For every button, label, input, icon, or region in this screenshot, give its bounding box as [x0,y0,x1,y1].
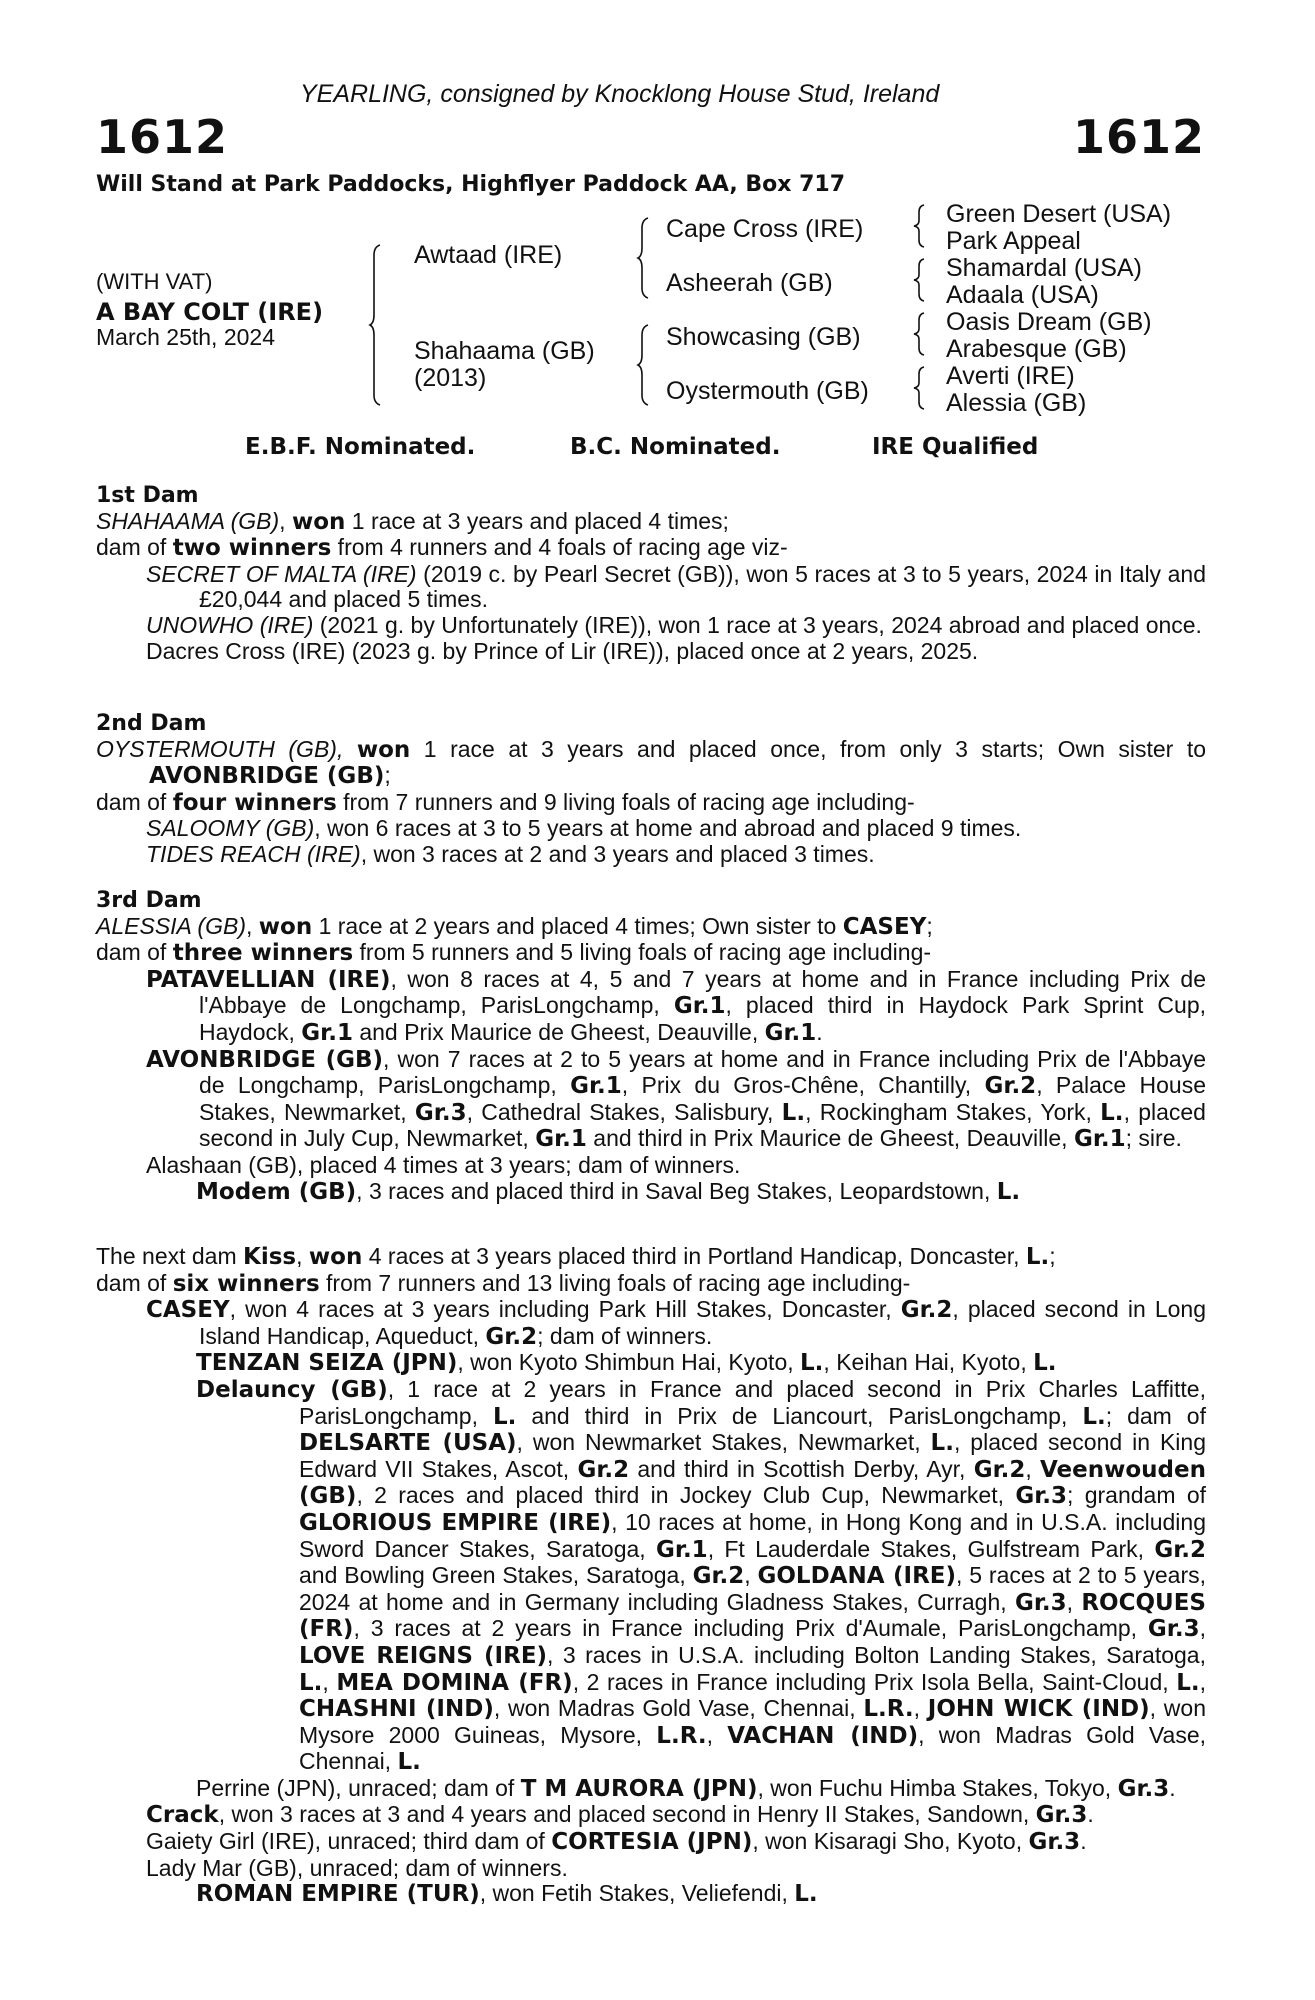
dam-dam-dam: Alessia (GB) [946,389,1087,417]
second-dam-section [96,711,1206,868]
produce-entry: Alashaan (GB), placed 4 times at 3 years; dam of winners. [146,1151,741,1178]
pedigree-bracket-3d [914,367,926,409]
sire-dam: Asheerah (GB) [666,269,833,297]
second-dam-heading: 2nd Dam [96,711,207,736]
produce-entry: TENZAN SEIZA (JPN), won Kyoto Shimbun Hai, Kyoto, L., Keihan Hai, Kyoto, L. [196,1349,1057,1377]
ebf-nominated: E.B.F. Nominated. [245,434,476,460]
pedigree-bracket-3b [914,259,926,301]
location-line: Will Stand at Park Paddocks, Highflyer Paddock AA, Box 717 [96,172,846,197]
consignment-line: YEARLING, consigned by Knocklong House Stud, Ireland [300,80,940,108]
sire-dam-dam: Adaala (USA) [946,281,1099,309]
first-dam-heading: 1st Dam [96,483,199,508]
pedigree-bracket-gen1 [370,245,382,405]
produce-entry: SECRET OF MALTA (IRE) (2019 c. by Pearl Secret (GB)), won 5 races at 3 to 5 years, 2024 in Italy and £20,044 and placed 5 times. [146,560,1206,613]
bc-nominated: B.C. Nominated. [570,434,781,460]
dam-dam-sire: Averti (IRE) [946,362,1075,390]
dam-sire-sire: Oasis Dream (GB) [946,308,1152,336]
ire-qualified: IRE Qualified [872,434,1039,460]
sire-dam-sire: Shamardal (USA) [946,254,1142,282]
dam-dam: Oystermouth (GB) [666,377,869,405]
produce-entry: Delauncy (GB), 1 race at 2 years in France and placed second in Prix Charles Laffitte, ParisLongchamp, L. and third in Prix de Liancourt, ParisLongchamp, L.; dam of DELSARTE (USA), won Newmarket Stakes, Newmarket, L., placed second in King Edward VII Stakes, Ascot, Gr.2 and third in Scottish Derby, Ayr, Gr.2, Veenwouden (GB), 2 races and placed third in Jockey Club Cup, Newmarket, Gr.3; grandam of GLORIOUS EMPIRE (IRE), 10 races at home, in Hong Kong and in U.S.A. including Sword Dancer Stakes, Saratoga, Gr.1, Ft Lauderdale Stakes, Gulfstream Park, Gr.2 and Bowling Green Stakes, Saratoga, Gr.2, GOLDANA (IRE), 5 races at 2 to 5 years, 2024 at home and in Germany including Gladness Stakes, Curragh, Gr.3, ROCQUES (FR), 3 races at 2 years in France including Prix d'Aumale, ParisLongchamp, Gr.3, LOVE REIGNS (IRE), 3 races in U.S.A. including Bolton Landing Stakes, Saratoga, L., MEA DOMINA (FR), 2 races in France including Prix Isola Bella, Saint-Cloud, L., CHASHNI (IND), won Madras Gold Vase, Chennai, L.R., JOHN WICK (IND), won Mysore 2000 Guineas, Mysore, L.R., VACHAN (IND), won Madras Gold Vase, Chennai, L. [196,1375,1207,1776]
first-dam-section [96,483,1206,664]
next-dam-section [96,1244,1206,1908]
produce-entry: Lady Mar (GB), unraced; dam of winners. [146,1854,568,1881]
produce-entry: Perrine (JPN), unraced; dam of T M AURORA (JPN), won Fuchu Himba Stakes, Tokyo, Gr.3. [196,1774,1176,1802]
next-dam-record: The next dam Kiss, won 4 races at 3 years placed third in Portland Handicap, Doncaster, L.; [96,1243,1056,1270]
sire-sire-sire: Green Desert (USA) [946,200,1172,228]
produce-entry: ROMAN EMPIRE (TUR), won Fetih Stakes, Veliefendi, L. [196,1880,818,1908]
produce-entry: Gaiety Girl (IRE), unraced; third dam of CORTESIA (JPN), won Kisaragi Sho, Kyoto, Gr.3. [146,1828,1087,1856]
third-dam-section [96,888,1206,1205]
first-dam-name: SHAHAAMA (GB) [96,507,280,534]
sire-sire: Cape Cross (IRE) [666,215,864,243]
dam-sire: Showcasing (GB) [666,323,861,351]
next-dam-produce-summary: dam of six winners from 7 runners and 13 living foals of racing age including- [96,1269,911,1297]
next-dam-name: Kiss [243,1244,297,1270]
dam-sire-dam: Arabesque (GB) [946,335,1127,363]
third-dam-record: ALESSIA (GB), won 1 race at 2 years and placed 4 times; Own sister to CASEY; [96,912,933,940]
produce-entry: TIDES REACH (IRE), won 3 races at 2 and 3 years and placed 3 times. [146,840,875,867]
produce-entry: AVONBRIDGE (GB), won 7 races at 2 to 5 years at home and in France including Prix de l'Abbaye de Longchamp, ParisLongchamp, Gr.1, Prix du Gros-Chêne, Chantilly, Gr.2, Palace House Stakes, Newmarket, Gr.3, Cathedral Stakes, Salisbury, L., Rockingham Stakes, York, L., placed second in July Cup, Newmarket, Gr.1 and third in Prix Maurice de Gheest, Deauville, Gr.1; sire. [146,1045,1207,1153]
third-dam-heading: 3rd Dam [96,888,202,913]
horse-name: A BAY COLT (IRE) [96,298,324,326]
third-dam-name: ALESSIA (GB) [96,912,246,939]
produce-entry: SALOOMY (GB), won 6 races at 3 to 5 years at home and abroad and placed 9 times. [146,815,1022,842]
second-dam-name: OYSTERMOUTH (GB), [96,735,344,762]
first-dam-produce-summary: dam of two winners from 4 runners and 4 foals of racing age viz- [96,534,788,562]
second-dam-produce-summary: dam of four winners from 7 runners and 9 living foals of racing age including- [96,788,915,816]
horse-dob: March 25th, 2024 [96,324,276,350]
produce-entry: PATAVELLIAN (IRE), won 8 races at 4, 5 and 7 years at home and in France including Prix de l'Abbaye de Longchamp, ParisLongchamp, Gr.1, placed third in Haydock Park Sprint Cup, Haydock, Gr.1 and Prix Maurice de Gheest, Deauville, Gr.1. [146,965,1207,1046]
vat-note: (WITH VAT) [96,269,213,294]
second-dam-record: OYSTERMOUTH (GB), won 1 race at 3 years and placed once, from only 3 starts; Own sister to AVONBRIDGE (GB); [96,735,1207,790]
third-dam-produce-summary: dam of three winners from 5 runners and 5 living foals of racing age including- [96,939,932,967]
lot-number-right: 1612 [1072,110,1205,164]
pedigree-bracket-sire [638,218,650,298]
first-dam-record: SHAHAAMA (GB), won 1 race at 3 years and placed 4 times; [96,507,729,535]
pedigree-bracket-3c [914,313,926,355]
dam-year: (2013) [414,364,487,392]
produce-entry: UNOWHO (IRE) (2021 g. by Unfortunately (IRE)), won 1 race at 3 years, 2024 abroad and placed once. [146,611,1202,638]
produce-entry: CASEY, won 4 races at 3 years including Park Hill Stakes, Doncaster, Gr.2, placed second in Long Island Handicap, Aqueduct, Gr.2; dam of winners. [146,1296,1206,1350]
dam-name: Shahaama (GB) [414,337,595,365]
pedigree-bracket-3a [914,205,926,247]
sire-sire-dam: Park Appeal [946,227,1081,255]
produce-entry: Crack, won 3 races at 3 and 4 years and placed second in Henry II Stakes, Sandown, Gr.3. [146,1801,1094,1829]
pedigree-bracket-dam [638,325,650,405]
produce-entry: Dacres Cross (IRE) (2023 g. by Prince of Lir (IRE)), placed once at 2 years, 2025. [146,637,979,664]
sire-name: Awtaad (IRE) [414,241,563,269]
lot-number-left: 1612 [96,110,229,164]
produce-entry: Modem (GB), 3 races and placed third in Saval Beg Stakes, Leopardstown, L. [196,1177,1021,1205]
